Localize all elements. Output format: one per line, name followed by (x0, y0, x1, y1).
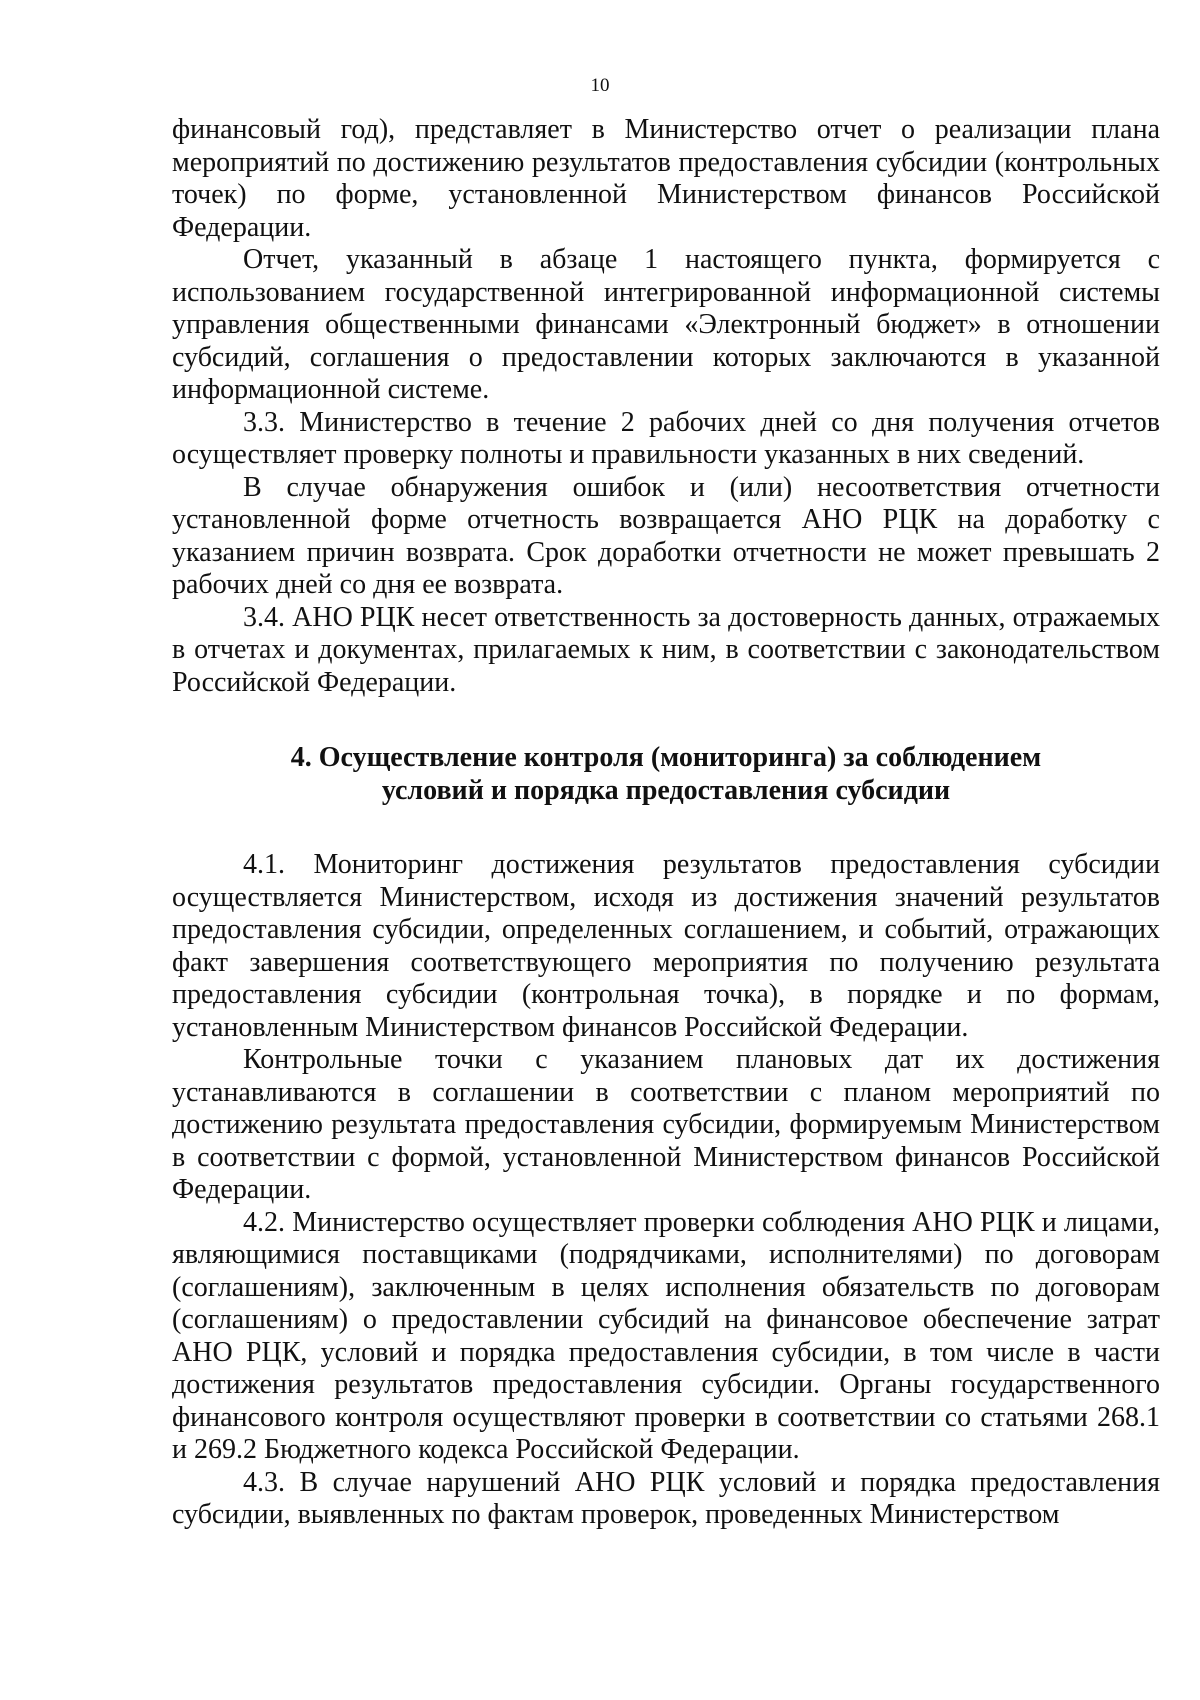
document-body (172, 114, 1160, 1532)
paragraph-continuation: финансовый год), представляет в Министерство отчет о реализации плана мероприятий по достижению результатов предоставления субсидии (контрольных точек) по форме, установленной Министерством финансов Российской Федерации. (172, 114, 1160, 243)
paragraph-4-3: 4.3. В случае нарушений АНО РЦК условий и порядка предоставления субсидии, выявленных по фактам проверок, проведенных Министерством (172, 1466, 1160, 1530)
page-number: 10 (590, 75, 610, 96)
paragraph-control-points: Контрольные точки с указанием плановых дат их достижения устанавливаются в соглашении в соответствии с планом мероприятий по достижению результата предоставления субсидии, формируемым Министерством в соответствии с формой, установленной Министерством финансов Российской Федерации. (172, 1044, 1160, 1205)
section-4-heading-line-2: условий и порядка предоставления субсидии (381, 775, 951, 806)
paragraph-4-2: 4.2. Министерство осуществляет проверки соблюдения АНО РЦК и лицами, являющимися поставщиками (подрядчиками, исполнителями) по договорам (соглашениям), заключенным в целях исполнения обязательств по договорам (соглашениям) о предоставлении субсидий на финансовое обеспечение затрат АНО РЦК, условий и порядка предоставления субсидии, в том числе в части достижения результатов предоставления субсидии. Органы государственного финансового контроля осуществляют проверки в соответствии со статьями 268.1 и 269.2 Бюджетного кодекса Российской Федерации. (172, 1206, 1160, 1465)
section-4-heading (172, 741, 1160, 807)
paragraph-errors-return: В случае обнаружения ошибок и (или) несоответствия отчетности установленной форме отчетность возвращается АНО РЦК на доработку с указанием причин возврата. Срок доработки отчетности не может превышать 2 рабочих дней со дня ее возврата. (172, 471, 1160, 600)
paragraph-4-1: 4.1. Мониторинг достижения результатов предоставления субсидии осуществляется Министерством, исходя из достижения значений результатов предоставления субсидии, определенных соглашением, и событий, отражающих факт завершения соответствующего мероприятия по получению результата предоставления субсидии (контрольная точка), в порядке и по формам, установленным Министерством финансов Российской Федерации. (172, 849, 1160, 1043)
paragraph-3-4: 3.4. АНО РЦК несет ответственность за достоверность данных, отражаемых в отчетах и документах, прилагаемых к ним, в соответствии с законодательством Российской Федерации. (172, 601, 1160, 698)
section-4-heading-line-1: 4. Осуществление контроля (мониторинга) за соблюдением (290, 742, 1042, 773)
paragraph-3-3: 3.3. Министерство в течение 2 рабочих дней со дня получения отчетов осуществляет проверку полноты и правильности указанных в них сведений. (172, 406, 1160, 470)
paragraph-report-formation: Отчет, указанный в абзаце 1 настоящего пункта, формируется с использованием государственной интегрированной информационной системы управления общественными финансами «Электронный бюджет» в отношении субсидий, соглашения о предоставлении которых заключаются в указанной информационной системе. (172, 244, 1160, 405)
